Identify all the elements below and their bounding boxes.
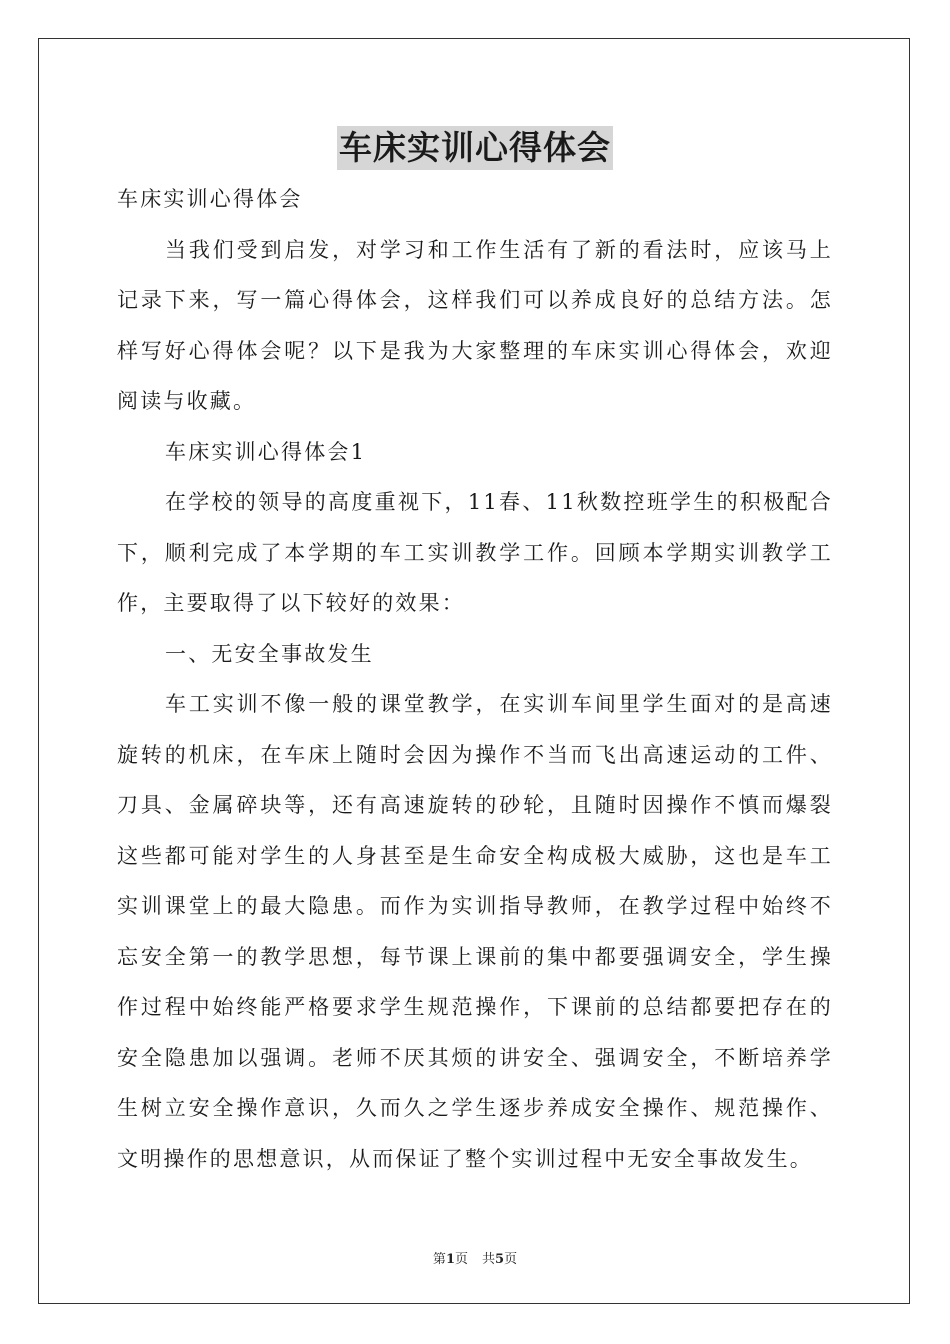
- document-body: [117, 174, 833, 1184]
- total-suffix: 页: [504, 1252, 518, 1267]
- page-suffix: 页: [454, 1252, 468, 1267]
- total-prefix: 共: [482, 1252, 496, 1267]
- paragraph: 当我们受到启发，对学习和工作生活有了新的看法时，应该马上记录下来，写一篇心得体会，这样我们可以养成良好的总结方法。怎样写好心得体会呢？以下是我为大家整理的车床实训心得体会，欢迎阅读与收藏。: [117, 237, 833, 413]
- section-heading: 车床实训心得体会1: [165, 439, 367, 464]
- paragraph: 车工实训不像一般的课堂教学，在实训车间里学生面对的是高速旋转的机床，在车床上随时会因为操作不当而飞出高速运动的工件、刀具、金属碎块等，还有高速旋转的砂轮，且随时因操作不慎而爆裂这些都可能对学生的人身甚至是生命安全构成极大威胁，这也是车工实训课堂上的最大隐患。而作为实训指导教师，在教学过程中始终不忘安全第一的教学思想，每节课上课前的集中都要强调安全，学生操作过程中始终能严格要求学生规范操作，下课前的总结都要把存在的安全隐患加以强调。老师不厌其烦的讲安全、强调安全，不断培养学生树立安全操作意识，久而久之学生逐步养成安全操作、规范操作、文明操作的思想意识，从而保证了整个实训过程中无安全事故发生。: [117, 692, 833, 1171]
- paragraph: 车床实训心得体会: [117, 187, 303, 211]
- title-container: [0, 126, 950, 170]
- document-title: 车床实训心得体会: [337, 126, 613, 170]
- page-footer: [0, 1248, 950, 1267]
- total-pages: 5: [495, 1252, 505, 1267]
- paragraph: 在学校的领导的高度重视下，11春、11秋数控班学生的积极配合下，顺利完成了本学期的车工实训教学工作。回顾本学期实训教学工作，主要取得了以下较好的效果：: [117, 490, 833, 615]
- section-heading: 一、无安全事故发生: [165, 641, 374, 666]
- page-number: 1: [445, 1252, 455, 1267]
- page-prefix: 第: [432, 1252, 446, 1267]
